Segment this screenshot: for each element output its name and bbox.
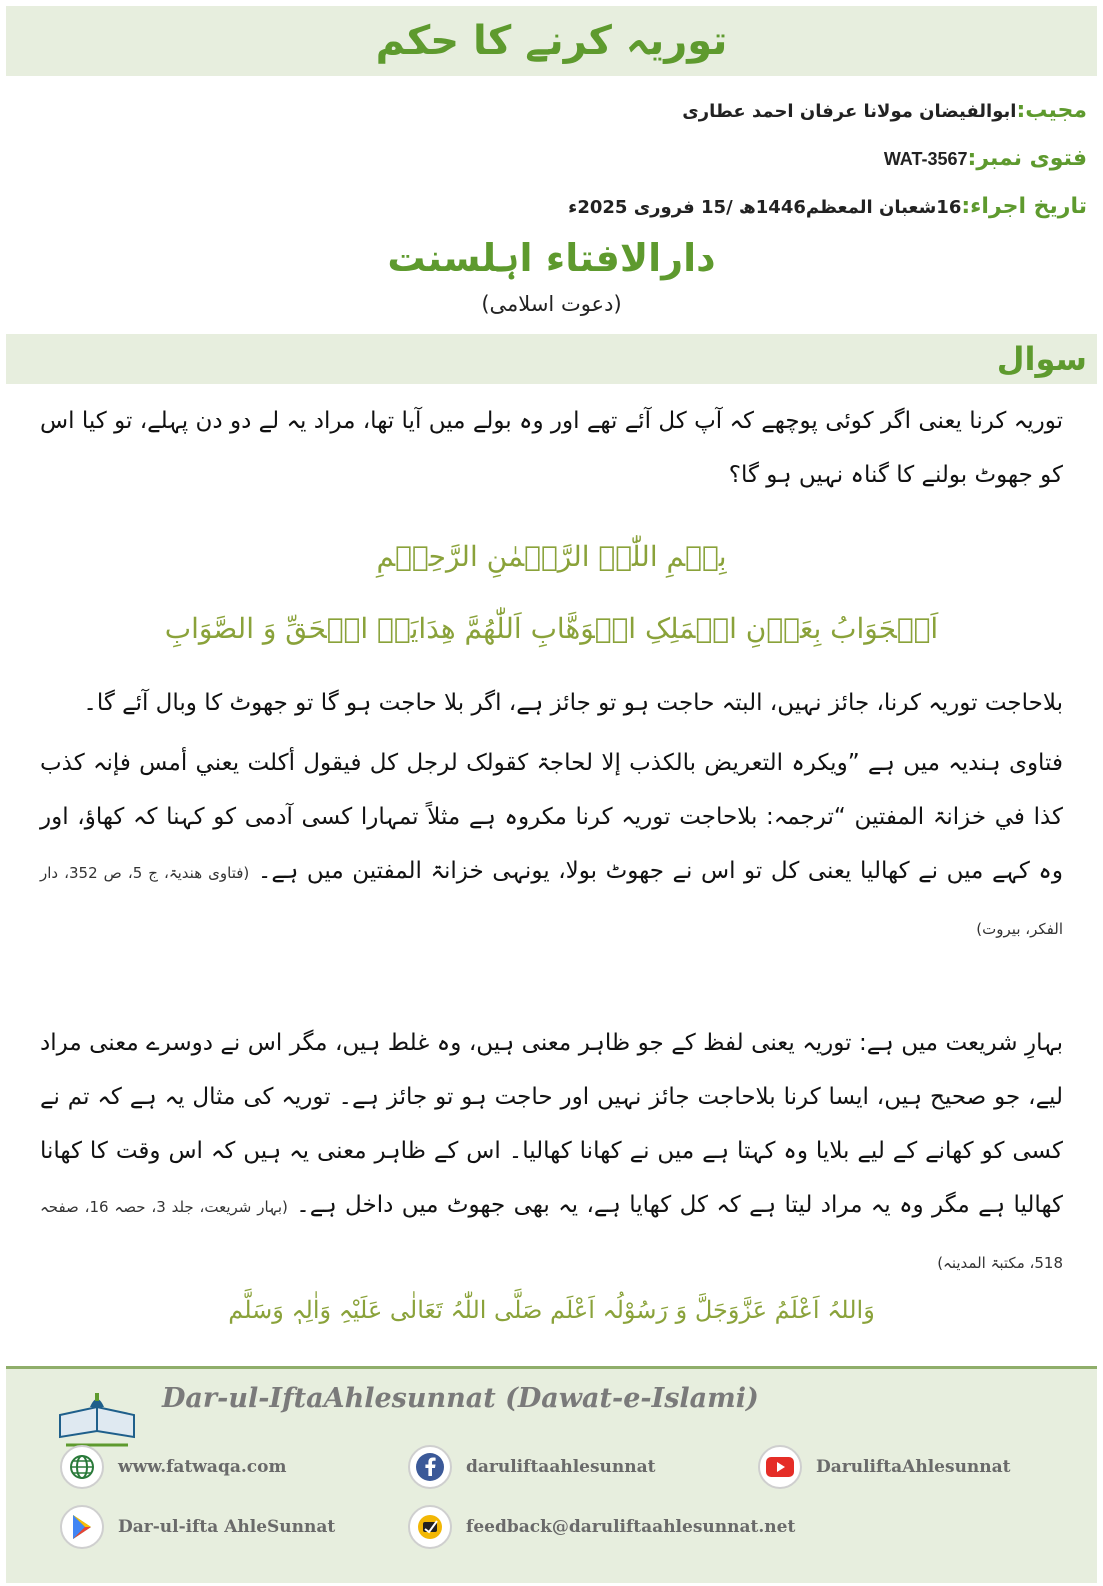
footer-brand: Dar-ul-IftaAhlesunnat (Dawat-e-Islami): [162, 1383, 759, 1414]
feedback-text: feedback@daruliftaahlesunnat.net: [466, 1517, 796, 1537]
website-link[interactable]: [60, 1445, 286, 1489]
mujeeb-row: [682, 98, 1087, 123]
date-value: 16شعبان المعظم1446ھ /15 فروری 2025ء: [568, 197, 962, 218]
institution-name: دارالافتاء اہلسنت: [387, 236, 716, 280]
youtube-text: DaruliftaAhlesunnat: [816, 1457, 1011, 1477]
closing-dua: وَاللہُ اَعْلَمُ عَزَّوَجَلَّ وَ رَسُوْلُہ اَعْلَم صَلَّی اللّٰہُ تَعَالٰی عَلَیْہِ وَاٰلِہٖ وَسَلَّم: [228, 1296, 875, 1324]
date-label: تاریخ اجراء:: [961, 194, 1087, 219]
facebook-text: daruliftaahlesunnat: [466, 1457, 656, 1477]
youtube-link[interactable]: [758, 1445, 1011, 1489]
date-row: [568, 194, 1087, 219]
question-heading: سوال: [996, 340, 1087, 378]
play-store-icon: [60, 1505, 104, 1549]
institution-subtitle: (دعوت اسلامی): [481, 292, 622, 316]
answer-paragraph-1: بلاحاجت توریہ کرنا، جائز نہیں، البتہ حاجت ہو تو جائز ہے، اگر بلا حاجت ہو گا تو جھوٹ کا وبال آئے گا۔: [83, 690, 1063, 716]
title-band: [6, 6, 1097, 76]
feedback-link[interactable]: [408, 1505, 795, 1549]
fatwa-number-row: [884, 146, 1087, 171]
fatwa-number-label: فتوی نمبر:: [967, 146, 1087, 171]
page-title: توریہ کرنے کا حکم: [375, 18, 728, 64]
mujeeb-label: مجیب:: [1016, 98, 1087, 123]
youtube-icon: [758, 1445, 802, 1489]
app-text: Dar-ul-ifta AhleSunnat: [118, 1517, 336, 1537]
globe-icon: [60, 1445, 104, 1489]
footer: [6, 1366, 1097, 1583]
facebook-link[interactable]: [408, 1445, 655, 1489]
app-link[interactable]: [60, 1505, 335, 1549]
answer-opening: اَلۡجَوَابُ بِعَوۡنِ الۡمَلِکِ الۡوَھَّابِ اَللّٰھُمَّ ھِدَایَۃَ الۡحَقِّ وَ الصَّوَابِ: [164, 612, 939, 645]
question-text: توریہ کرنا یعنی اگر کوئی پوچھے کہ آپ کل آئے تھے اور وہ بولے میں آیا تھا، مراد یہ لے دو دن پہلے، تو کیا اس کو جھوٹ بولنے کا گناہ نہیں ہو گا؟: [40, 408, 1063, 488]
feedback-icon: [408, 1505, 452, 1549]
answer-paragraph-3: [40, 1016, 1063, 1290]
answer-paragraph-2: [40, 736, 1063, 956]
facebook-icon: [408, 1445, 452, 1489]
fatwa-number-value: WAT-3567: [883, 149, 968, 169]
bahar-reference: (بہار شریعت، جلد 3، حصہ 16، صفحہ 518، مکتبۃ المدینہ): [40, 1198, 1063, 1272]
bismillah: بِسۡمِ اللّٰہِ الرَّحۡمٰنِ الرَّحِیۡمِ: [376, 540, 727, 573]
question-section-band: [6, 334, 1097, 384]
hindiya-reference: (فتاوی ھندیۃ، ج 5، ص 352، دار الفکر، بیروت): [40, 864, 1063, 938]
website-text: www.fatwaqa.com: [118, 1457, 287, 1477]
mujeeb-value: ابوالفیضان مولانا عرفان احمد عطاری: [682, 101, 1017, 122]
answer-paragraph-2-text: فتاوی ہندیہ میں ہے ”ویکرہ التعریض بالکذب إلا لحاجۃ کقولک لرجل کل فیقول أکلت یعني أمس فإنہ کذب کذا في خزانۃ المفتین “ترجمہ: بلاحاجت توریہ کرنا مکروہ ہے مثلاً تمہارا کسی آدمی کو کہنا کہ کھاؤ، اور وہ کہے میں نے کھالیا یعنی کل تو اس نے جھوٹ بولا، یونہی خزانۃ المفتین میں ہے۔: [40, 750, 1064, 884]
answer-paragraph-3-text: بہارِ شریعت میں ہے: توریہ یعنی لفظ کے جو ظاہر معنی ہیں، وہ غلط ہیں، مگر اس نے دوسرے معنی مراد لیے، جو صحیح ہیں، ایسا کرنا بلاحاجت جائز نہیں اور حاجت ہو تو جائز ہے۔ توریہ کی مثال یہ ہے کہ تم نے کسی کو کھانے کے لیے بلایا وہ کہتا ہے میں نے کھانا کھالیا۔ اس کے ظاہر معنی یہ ہیں کہ اس وقت کا کھانا کھالیا ہے مگر وہ یہ مراد لیتا ہے کہ کل کھایا ہے، یہ بھی جھوٹ میں داخل ہے۔: [40, 1030, 1063, 1218]
